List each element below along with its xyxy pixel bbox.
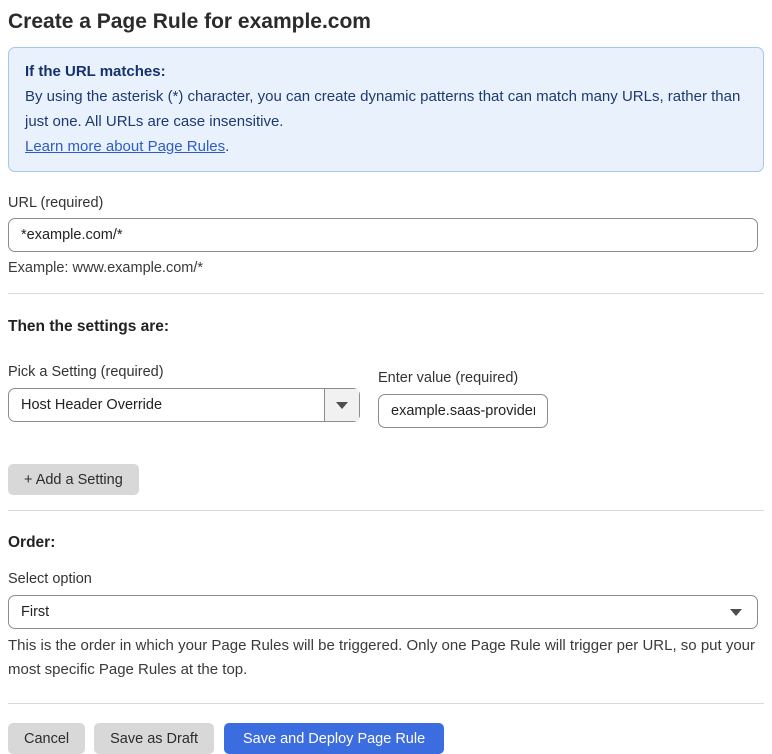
settings-row [8, 363, 764, 428]
cancel-button[interactable]: Cancel [8, 723, 85, 754]
save-and-deploy-button[interactable]: Save and Deploy Page Rule [224, 723, 444, 754]
setting-picker-column [8, 363, 360, 428]
divider [8, 293, 764, 294]
settings-section-heading: Then the settings are: [8, 318, 170, 335]
save-as-draft-button[interactable]: Save as Draft [94, 723, 214, 754]
url-example-helper: Example: www.example.com/* [8, 260, 204, 276]
chevron-down-icon [730, 609, 742, 616]
info-box-link-line [25, 134, 747, 159]
info-box-body: By using the asterisk (*) character, you can create dynamic patterns that can match many URLs, rather than just one. All URLs are case insensitive. [25, 88, 741, 130]
order-select-label: Select option [8, 571, 92, 587]
setting-value-label: Enter value (required) [378, 370, 519, 386]
order-section-heading: Order: [8, 534, 56, 551]
order-select-value: First [21, 604, 50, 620]
add-setting-button[interactable]: + Add a Setting [8, 464, 139, 495]
setting-value-column [378, 369, 548, 428]
setting-picker-label: Pick a Setting (required) [8, 364, 164, 380]
learn-more-link[interactable]: Learn more about Page Rules [25, 138, 226, 155]
order-select[interactable] [8, 595, 758, 629]
setting-select-value: Host Header Override [21, 397, 163, 413]
order-helper-text: This is the order in which your Page Rules will be triggered. Only one Page Rule will trigger per URL, so put your most specific Page Rules at the top. [8, 637, 756, 678]
divider [8, 703, 764, 704]
chevron-down-icon [336, 402, 348, 409]
link-suffix: . [225, 138, 230, 155]
page-title: Create a Page Rule for example.com [8, 10, 371, 33]
page-rule-form [0, 8, 772, 754]
info-box-heading: If the URL matches: [25, 63, 166, 80]
divider [8, 510, 764, 511]
url-field-label: URL (required) [8, 195, 104, 211]
setting-select-arrow-button[interactable] [324, 389, 359, 421]
url-input[interactable] [8, 218, 758, 252]
setting-value-input[interactable] [378, 394, 548, 428]
url-match-info-box [8, 47, 764, 172]
footer-actions [8, 723, 764, 754]
setting-select[interactable] [8, 388, 360, 422]
